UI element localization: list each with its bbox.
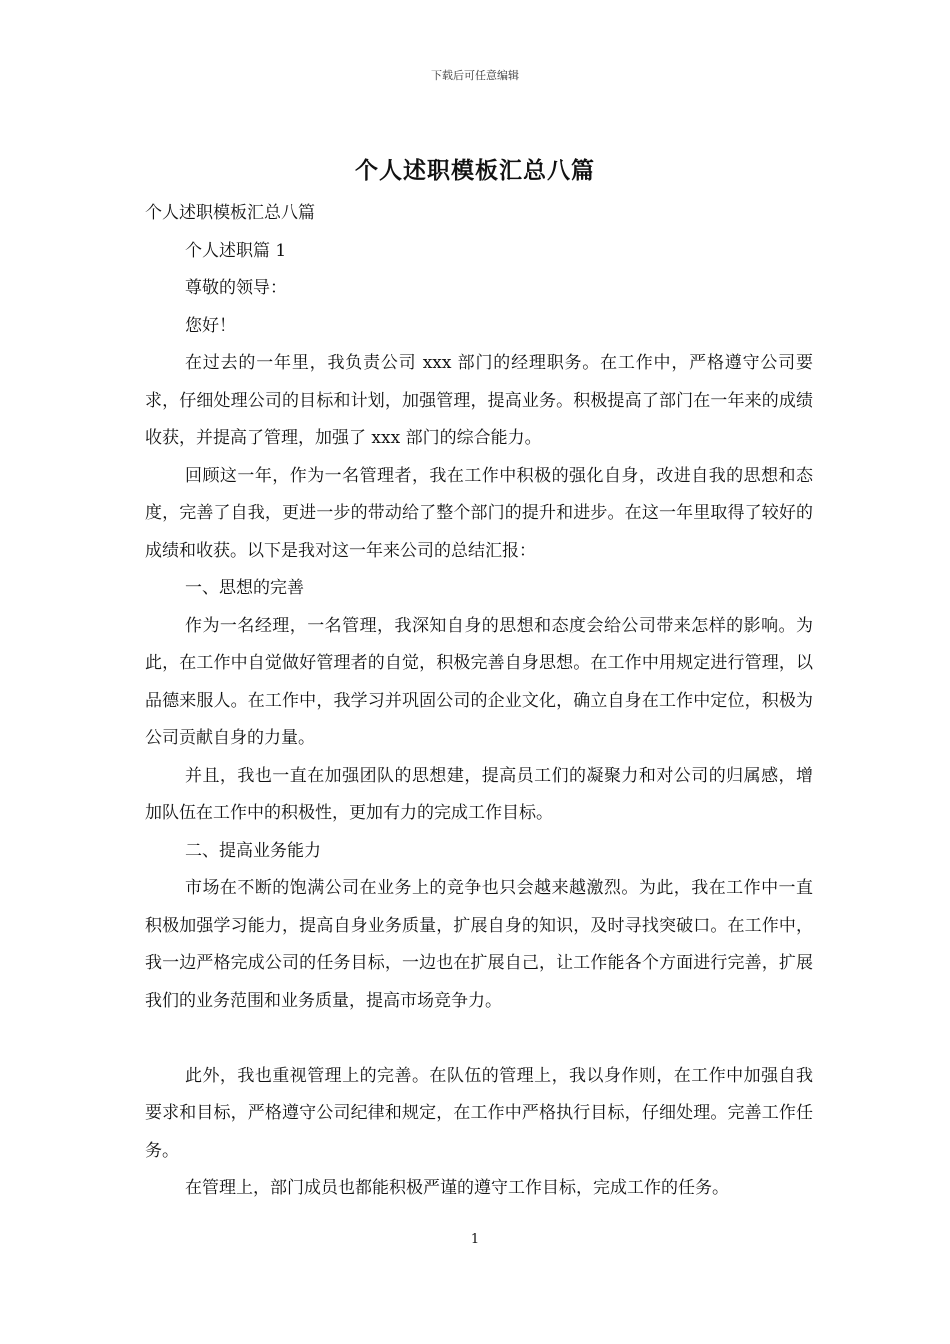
subtitle-line: 个人述职模板汇总八篇 [145, 203, 315, 223]
section-heading: 个人述职篇 1 [185, 240, 287, 261]
section-heading: 一、思想的完善 [185, 578, 304, 598]
header-note: 下载后可任意编辑 [431, 69, 519, 82]
salutation: 尊敬的领导： [185, 278, 287, 298]
paragraph: 在过去的一年里，我负责公司 xxx 部门的经理职务。在工作中，严格遵守公司要求，仔细处理公司的目标和计划，加强管理，提高业务。积极提高了部门在一年来的成绩收获，并提高了管理，加强了 xxx 部门的综合能力。 [145, 353, 813, 448]
document-body [145, 195, 813, 1208]
paragraph: 在管理上，部门成员也都能积极严谨的遵守工作目标，完成工作的任务。 [185, 1178, 729, 1198]
paragraph: 此外，我也重视管理上的完善。在队伍的管理上，我以身作则，在工作中加强自我要求和目标，严格遵守公司纪律和规定，在工作中严格执行目标，仔细处理。完善工作任务。 [145, 1065, 813, 1161]
paragraph: 并且，我也一直在加强团队的思想建，提高员工们的凝聚力和对公司的归属感，增加队伍在工作中的积极性，更加有力的完成工作目标。 [145, 765, 813, 823]
paragraph: 作为一名经理，一名管理，我深知自身的思想和态度会给公司带来怎样的影响。为此，在工作中自觉做好管理者的自觉，积极完善自身思想。在工作中用规定进行管理，以品德来服人。在工作中，我学习并巩固公司的企业文化，确立自身在工作中定位，积极为公司贡献自身的力量。 [145, 615, 813, 748]
page-number: 1 [470, 1232, 480, 1247]
paragraph: 回顾这一年，作为一名管理者，我在工作中积极的强化自身，改进自我的思想和态度，完善了自我，更进一步的带动给了整个部门的提升和进步。在这一年里取得了较好的成绩和收获。以下是我对这一年来公司的总结汇报： [145, 465, 813, 561]
section-heading: 二、提高业务能力 [185, 840, 321, 861]
paragraph: 市场在不断的饱满公司在业务上的竞争也只会越来越激烈。为此，我在工作中一直积极加强学习能力，提高自身业务质量，扩展自身的知识，及时寻找突破口。在工作中，我一边严格完成公司的任务目标，一边也在扩展自己，让工作能各个方面进行完善，扩展我们的业务范围和业务质量，提高市场竞争力。 [145, 878, 813, 1011]
document-title: 个人述职模板汇总八篇 [355, 157, 595, 184]
greeting: 您好！ [185, 315, 236, 336]
